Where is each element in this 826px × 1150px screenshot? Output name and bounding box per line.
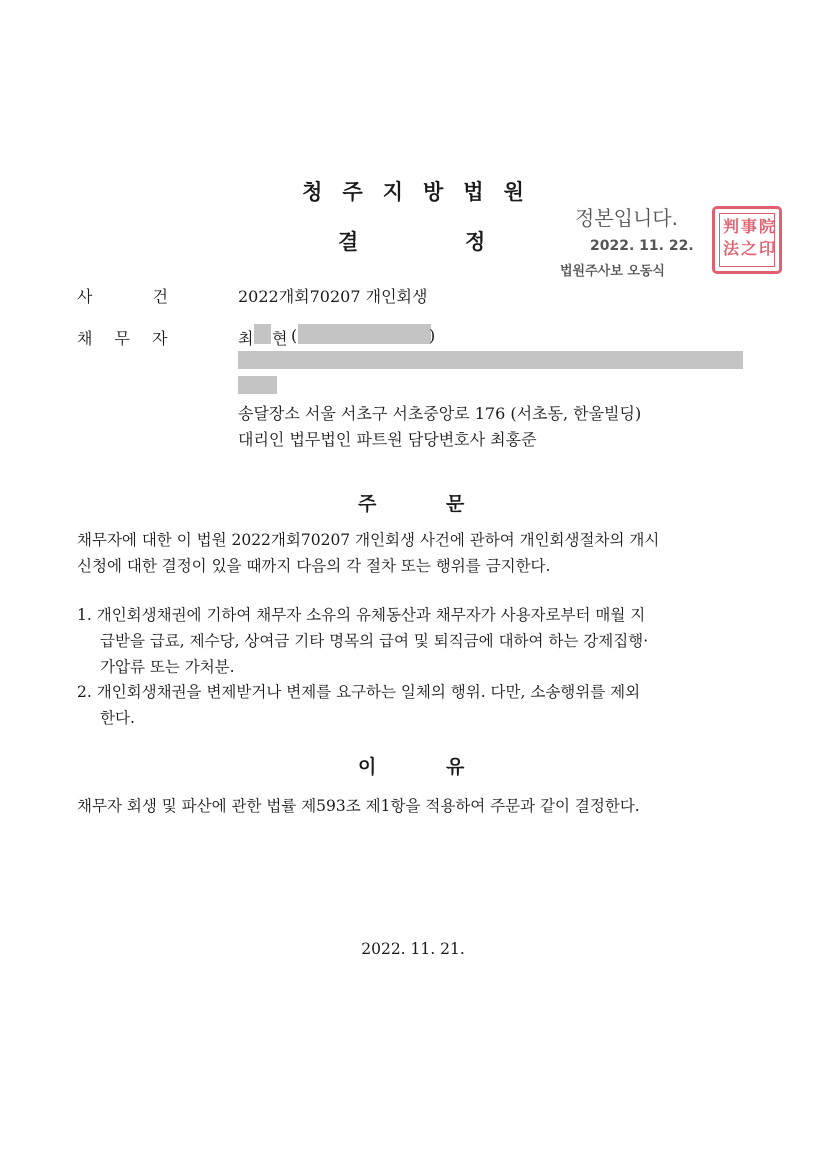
order-item2-line2: 한다. <box>100 709 135 727</box>
case-number: 2022개회70207 개인회생 <box>238 287 428 306</box>
order-item1-line1: 1. 개인회생채권에 기하여 채무자 소유의 유체동산과 채무자가 사용자로부터 매월 지 <box>77 606 646 624</box>
redacted-block <box>254 324 271 344</box>
delivery-address: 송달장소 서울 서초구 서초중앙로 176 (서초동, 한울빌딩) <box>238 404 642 423</box>
paren-open: ( <box>291 326 298 345</box>
redacted-address <box>238 351 743 369</box>
case-label: 사 건 <box>77 287 168 306</box>
order-item1-line2: 급받을 급료, 제수당, 상여금 기타 명목의 급여 및 퇴직금에 대하여 하는 강제집행· <box>100 632 649 650</box>
decision-date: 2022. 11. 21. <box>361 940 465 958</box>
court-name: 청주지방법원 <box>302 180 544 204</box>
order-intro-line2: 신청에 대한 결정이 있을 때까지 다음의 각 절차 또는 행위를 금지한다. <box>77 557 551 575</box>
certified-date: 2022. 11. 22. <box>590 238 694 254</box>
order-intro-line1: 채무자에 대한 이 법원 2022개회70207 개인회생 사건에 관하여 개인회생절차의 개시 <box>77 531 660 549</box>
debtor-label: 채 무 자 <box>77 329 168 348</box>
certified-copy-text: 정본입니다. <box>575 206 678 230</box>
order-item2-line1: 2. 개인회생채권을 변제받거나 변제를 요구하는 일체의 행위. 다만, 소송행위를 제외 <box>77 683 641 701</box>
order-heading-left: 주 <box>358 493 377 515</box>
paren-close: ) <box>429 326 436 345</box>
redacted-address-cont <box>238 376 277 394</box>
debtor-name-last: 현 <box>272 329 288 348</box>
doc-type-right: 정 <box>465 230 486 254</box>
court-clerk: 법원주사보 오동식 <box>560 264 665 279</box>
court-seal-icon: 判 事 院 法 之 印 <box>712 206 782 274</box>
reason-heading-left: 이 <box>358 756 377 778</box>
doc-type-left: 결 <box>338 230 359 254</box>
legal-agent: 대리인 법무법인 파트원 담당변호사 최홍준 <box>238 430 537 449</box>
reason-heading-right: 유 <box>446 756 465 778</box>
debtor-name-first: 최 <box>238 329 254 348</box>
order-item1-line3: 가압류 또는 가처분. <box>100 658 235 676</box>
reason-text: 채무자 회생 및 파산에 관한 법률 제593조 제1항을 적용하여 주문과 같이 결정한다. <box>77 797 640 815</box>
order-heading-right: 문 <box>446 493 465 515</box>
redacted-id <box>298 324 431 344</box>
